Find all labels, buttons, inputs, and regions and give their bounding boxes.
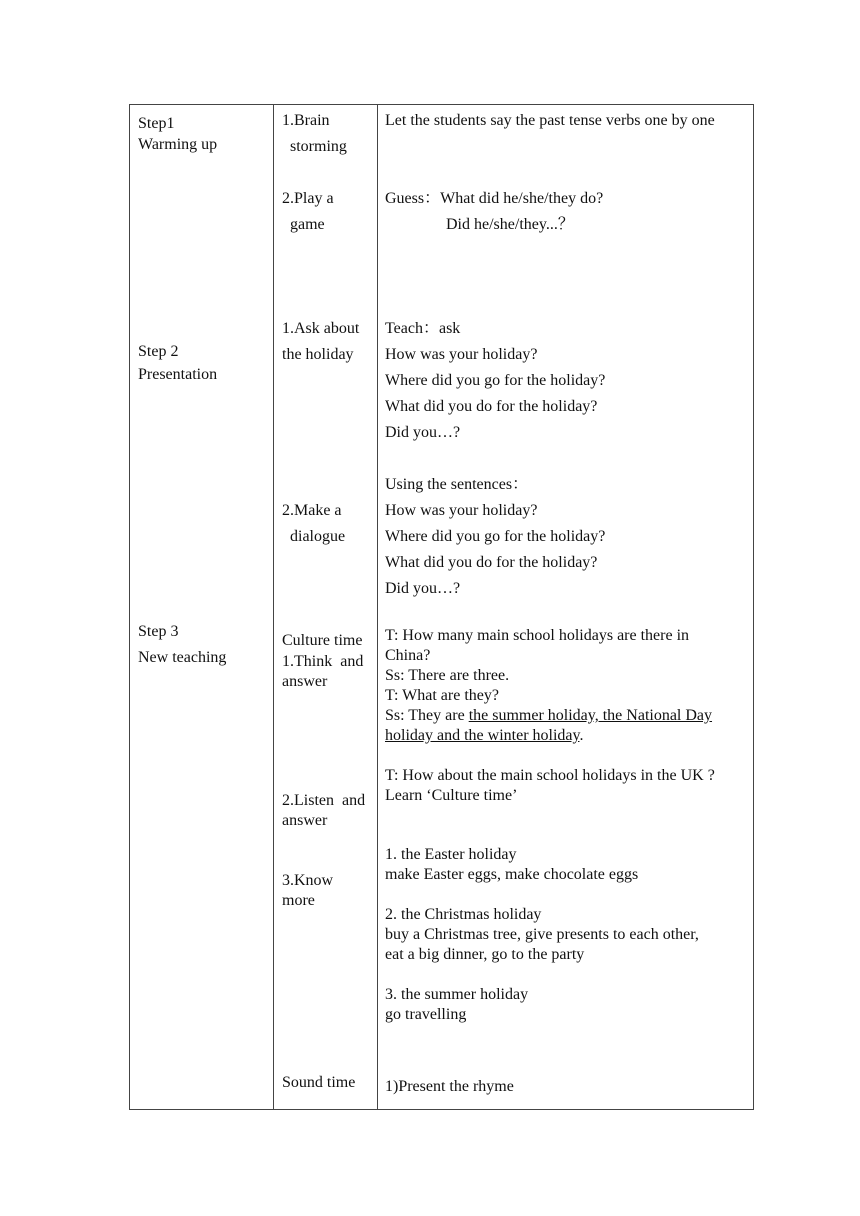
question-line: How was your holiday? bbox=[385, 346, 538, 363]
culture-answer-line-2 bbox=[385, 726, 583, 746]
guess-line: Guess：What did he/she/they do? bbox=[385, 190, 604, 207]
step2-subtitle: Presentation bbox=[138, 366, 218, 383]
guess-line-2: Did he/she/they...？ bbox=[446, 216, 574, 233]
rhyme-line: 1)Present the rhyme bbox=[385, 1078, 514, 1095]
activity-play-game-cont: game bbox=[290, 216, 325, 233]
christmas-detail-2: eat a big dinner, go to the party bbox=[385, 946, 585, 963]
activity-play-game: 2.Play a bbox=[282, 190, 334, 207]
lesson-plan-table bbox=[129, 104, 754, 1110]
activity-culture-time: Culture time bbox=[282, 632, 363, 649]
step3-subtitle: New teaching bbox=[138, 649, 227, 666]
summer-detail: go travelling bbox=[385, 1006, 467, 1023]
step1-title: Step1 bbox=[138, 115, 175, 132]
question-line: Did you…? bbox=[385, 424, 461, 441]
activity-think-answer: 1.Think and bbox=[282, 653, 364, 670]
activity-think-answer-cont: answer bbox=[282, 673, 328, 690]
activity-listen-answer: 2.Listen and bbox=[282, 792, 366, 809]
uk-question-line: T: How about the main school holidays in the UK ? bbox=[385, 767, 715, 784]
summer-title: 3. the summer holiday bbox=[385, 986, 529, 1003]
dialogue-line: How was your holiday? bbox=[385, 502, 538, 519]
culture-answer-line bbox=[385, 706, 712, 726]
christmas-title: 2. the Christmas holiday bbox=[385, 906, 542, 923]
culture-answer-prefix: Ss: They are bbox=[385, 707, 469, 724]
activity-ask-holiday: 1.Ask about bbox=[282, 320, 360, 337]
culture-line: T: How many main school holidays are there in bbox=[385, 627, 690, 644]
activity-ask-holiday-cont: the holiday bbox=[282, 346, 354, 363]
culture-answer-suffix: . bbox=[579, 727, 584, 744]
step3-title: Step 3 bbox=[138, 623, 179, 640]
activity-know-more: 3.Know bbox=[282, 872, 334, 889]
dialogue-line: What did you do for the holiday? bbox=[385, 554, 598, 571]
question-line: Where did you go for the holiday? bbox=[385, 372, 606, 389]
culture-answer-underlined: the summer holiday, the National Day bbox=[468, 707, 713, 724]
step1-subtitle: Warming up bbox=[138, 136, 218, 153]
activity-make-dialogue: 2.Make a bbox=[282, 502, 342, 519]
christmas-detail: buy a Christmas tree, give presents to each other, bbox=[385, 926, 699, 943]
culture-line: China? bbox=[385, 647, 431, 664]
teach-line: Teach：ask bbox=[385, 320, 461, 337]
column-divider bbox=[273, 105, 274, 1109]
dialogue-line: Where did you go for the holiday? bbox=[385, 528, 606, 545]
using-sentences-line: Using the sentences： bbox=[385, 476, 529, 493]
warming-instruction: Let the students say the past tense verbs one by one bbox=[385, 112, 715, 129]
activity-make-dialogue-cont: dialogue bbox=[290, 528, 346, 545]
activity-sound-time: Sound time bbox=[282, 1074, 356, 1091]
activity-brain-storming-cont: storming bbox=[290, 138, 347, 155]
culture-line: T: What are they? bbox=[385, 687, 499, 704]
question-line: What did you do for the holiday? bbox=[385, 398, 598, 415]
culture-line: Ss: There are three. bbox=[385, 667, 510, 684]
step2-title: Step 2 bbox=[138, 343, 179, 360]
easter-title: 1. the Easter holiday bbox=[385, 846, 517, 863]
easter-detail: make Easter eggs, make chocolate eggs bbox=[385, 866, 639, 883]
uk-learn-line: Learn ‘Culture time’ bbox=[385, 787, 518, 804]
activity-brain-storming: 1.Brain bbox=[282, 112, 330, 129]
activity-know-more-cont: more bbox=[282, 892, 315, 909]
activity-listen-answer-cont: answer bbox=[282, 812, 328, 829]
dialogue-line: Did you…? bbox=[385, 580, 461, 597]
culture-answer-underlined-2: holiday and the winter holiday bbox=[385, 727, 580, 744]
column-divider bbox=[377, 105, 378, 1109]
